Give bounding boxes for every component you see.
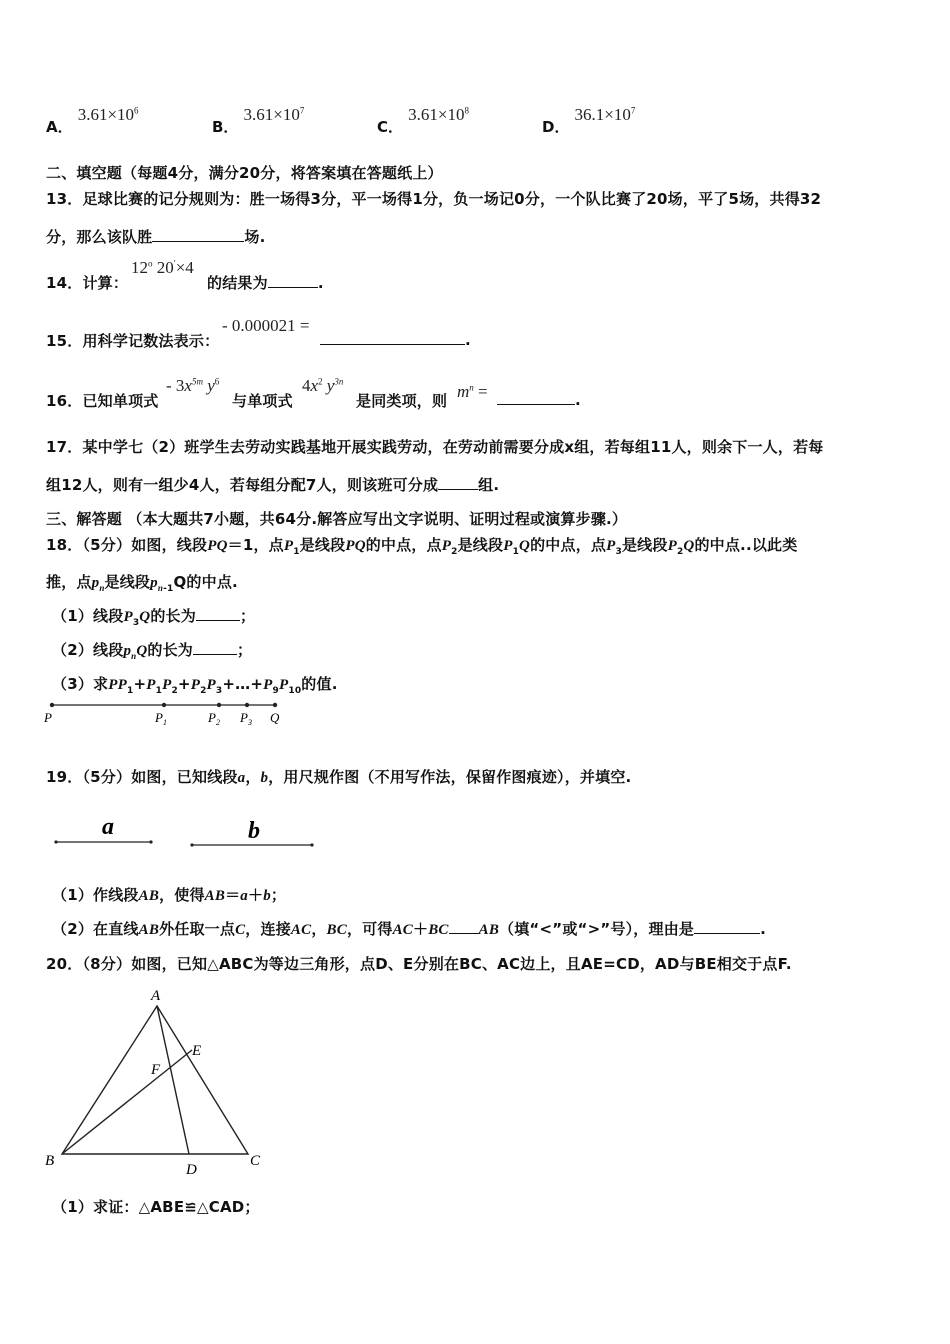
label-E: E xyxy=(192,1043,202,1059)
q20-sub1: （1）求证：△ABE≌△CAD； xyxy=(52,1198,260,1216)
point-p1 xyxy=(162,703,166,707)
q14: 14．计算： xyxy=(46,274,129,292)
q19-sub2: （2）在直线AB外任取一点C，连接AC，BC，可得AC＋BC AB（填“<”或“>”号），理由是 . xyxy=(52,920,767,938)
q18-sub3: （3）求$PP_1+P_1P_2+P_2P_3+\dots+P_9P_{10}$的值. xyxy=(52,675,338,696)
option-b-value: $3.61\times 10^7$ xyxy=(243,105,305,124)
q20-line1: 20．（8分）如图，已知△ABC为等边三角形，点D、E分别在BC、AC边上，且AE=CD，AD与BE相交于点F. xyxy=(46,955,792,973)
q19-figure xyxy=(50,808,330,852)
option-b: B． $3.61\times 10^7$ xyxy=(212,105,305,136)
q20-figure xyxy=(40,984,280,1180)
option-a: A． $3.61\times 10^6$ xyxy=(46,105,139,136)
point-p xyxy=(50,703,54,707)
q16-answer: . xyxy=(497,390,581,409)
q18-sub1-blank[interactable] xyxy=(196,606,240,621)
q13-line2: 分，那么该队胜 场. xyxy=(46,228,266,246)
point-p2 xyxy=(217,703,221,707)
q15-expression: - 0.000021 = xyxy=(222,316,310,335)
point-p3 xyxy=(245,703,249,707)
option-d-value: $36.1\times 10^7$ xyxy=(574,105,636,124)
label-p3: $P_3$ xyxy=(240,710,252,727)
q18-line2: 推，点$p_n$是线段$p_{n-1}Q$的中点. xyxy=(46,573,238,594)
q16-monomial-1: - $3x^{5m}$ $y^6$ xyxy=(166,376,220,395)
label-A: A xyxy=(151,988,161,1004)
label-F: F xyxy=(151,1062,161,1078)
q14-answer-blank[interactable] xyxy=(268,273,318,288)
q18-sub2-blank[interactable] xyxy=(193,640,237,655)
q16-prefix: 16．已知单项式 xyxy=(46,392,159,410)
q18-sub2: （2）线段$p_nQ$的长为 ； xyxy=(52,641,253,661)
q18-figure xyxy=(40,696,300,730)
option-c: C． $3.61\times 10^8$ xyxy=(377,105,469,136)
label-p2: $P_2$ xyxy=(208,710,220,727)
point-q xyxy=(273,703,277,707)
q14-suffix: 的结果为 . xyxy=(207,274,324,292)
q13-answer-blank[interactable] xyxy=(152,227,244,242)
q16-answer-blank[interactable] xyxy=(497,390,575,405)
q13-line1: 13．足球比赛的记分规则为：胜一场得3分，平一场得1分，负一场记0分，一个队比赛了20场，平了5场，共得32 xyxy=(46,190,822,208)
q15-answer-blank[interactable] xyxy=(320,330,465,345)
q16-expression: $m^n$ = xyxy=(457,382,488,401)
label-D: D xyxy=(186,1162,197,1178)
segment-b-end-2 xyxy=(310,843,313,846)
option-c-value: $3.61\times 10^8$ xyxy=(408,105,469,124)
option-a-value: $3.61\times 10^6$ xyxy=(77,105,139,124)
segment-b-end-1 xyxy=(190,843,193,846)
q17-line1: 17．某中学七（2）班学生去劳动实践基地开展实践劳动，在劳动前需要分成x组，若每组11人，则余下一人，若每 xyxy=(46,438,824,456)
q16-mid: 与单项式 xyxy=(232,392,293,410)
segment-be xyxy=(62,1050,192,1154)
q19-sub1: （1）作线段AB，使得AB＝a＋b； xyxy=(52,886,287,904)
label-b: b xyxy=(248,818,260,844)
q18-sub1: （1）线段$P_3Q$的长为 ； xyxy=(52,607,256,628)
segment-ad xyxy=(157,1006,189,1154)
q18-line1: 18．（5分）如图，线段PQ＝1，点$P_1$是线段PQ的中点，点$P_2$是线段$P_1Q$的中点，点$P_3$是线段$P_2Q$的中点..以此类 xyxy=(46,536,798,557)
label-p1: $P_1$ xyxy=(155,710,167,727)
q14-expression: 12$^o$ 20′×4 xyxy=(131,258,194,277)
q15-prefix: 15．用科学记数法表示： xyxy=(46,332,220,350)
label-C: C xyxy=(250,1153,261,1169)
q17-line2: 组12人，则有一组少4人，若每组分配7人，则该班可分成 组. xyxy=(46,476,500,494)
q17-answer-blank[interactable] xyxy=(438,475,478,490)
q15-answer: . xyxy=(320,330,471,349)
segment-a-end-1 xyxy=(54,840,57,843)
segment-a-end-2 xyxy=(149,840,152,843)
label-q: Q xyxy=(270,710,280,725)
option-d: D． $36.1\times 10^7$ xyxy=(542,105,636,136)
q19-reason-blank[interactable] xyxy=(694,919,760,934)
q19-compare-blank[interactable] xyxy=(449,919,479,934)
q19-line1: 19．（5分）如图，已知线段a，b，用尺规作图（不用写作法，保留作图痕迹），并填空. xyxy=(46,768,632,786)
label-a: a xyxy=(102,814,114,840)
section-2-title: 二、填空题（每题4分，满分20分，将答案填在答题纸上） xyxy=(46,164,443,182)
q16-mid2: 是同类项，则 xyxy=(356,392,448,410)
label-B: B xyxy=(45,1153,55,1169)
section-3-title: 三、解答题 （本大题共7小题，共64分.解答应写出文字说明、证明过程或演算步骤.） xyxy=(46,510,628,528)
label-p: P xyxy=(44,710,52,725)
q16-monomial-2: $4x^2$ $y^{3n}$ xyxy=(302,376,344,395)
